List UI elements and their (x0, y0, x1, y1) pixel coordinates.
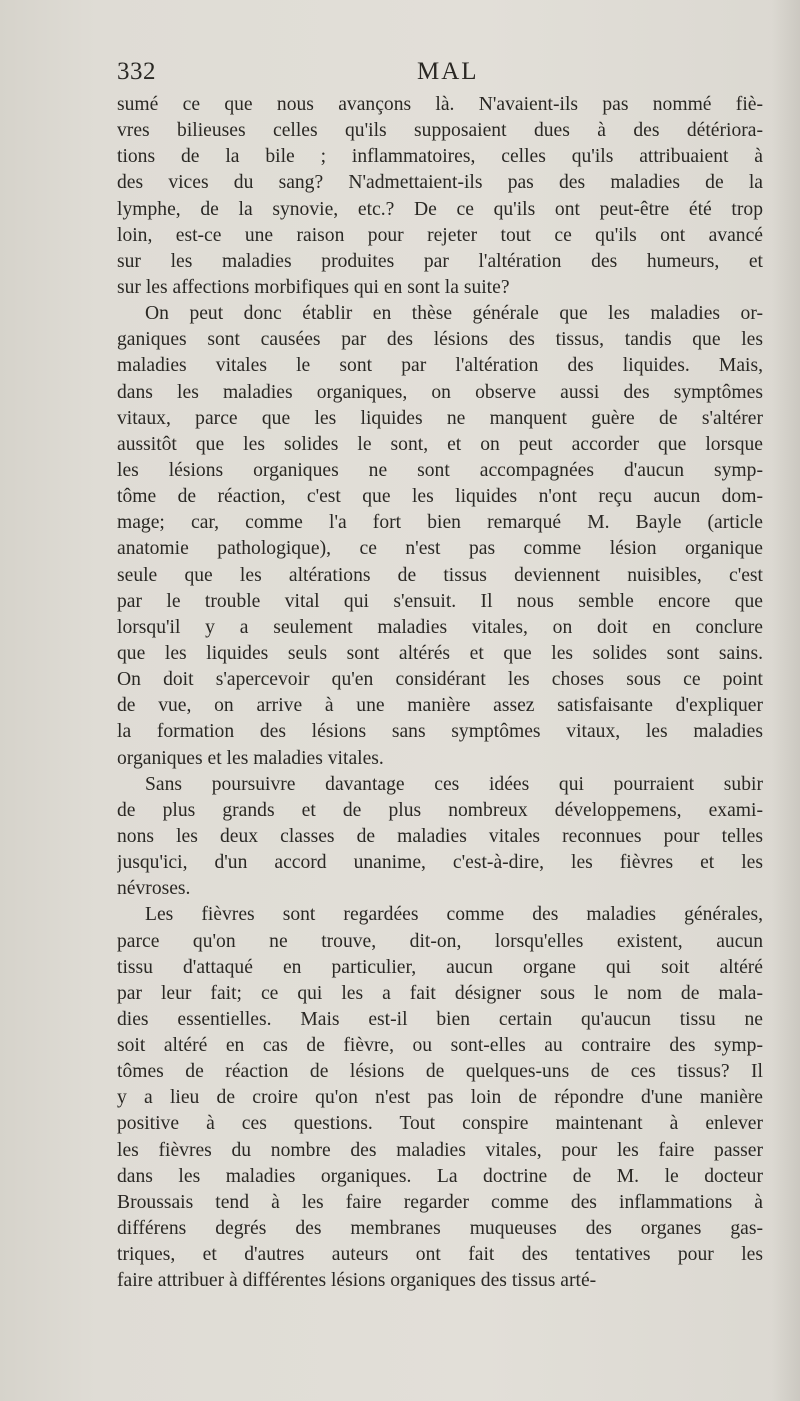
running-head: MAL (417, 58, 479, 85)
text-line: faire attribuer à différentes lésions organiques des tissus arté- (117, 1270, 597, 1292)
text-line: tissu d'attaqué en particulier, aucun organe qui soit altéré (117, 956, 763, 978)
paragraph (117, 772, 763, 903)
page-header (117, 58, 763, 92)
text-line: maladies vitales le sont par l'altération des liquides. Mais, (117, 355, 763, 377)
text-line: par le trouble vital qui s'ensuit. Il nous semble encore que (117, 590, 763, 612)
text-line: lymphe, de la synovie, etc.? De ce qu'ils ont peut-être été trop (117, 198, 763, 220)
text-line: loin, est-ce une raison pour rejeter tout ce qu'ils ont avancé (117, 224, 763, 246)
text-line: y a lieu de croire qu'on n'est pas loin de répondre d'une manière (117, 1087, 763, 1109)
text-line: soit altéré en cas de fièvre, ou sont-elles au contraire des symp- (117, 1035, 763, 1057)
text-line: On peut donc établir en thèse générale que les maladies or- (145, 303, 763, 325)
text-line: Les fièvres sont regardées comme des maladies générales, (145, 904, 763, 926)
text-line: dies essentielles. Mais est-il bien certain qu'aucun tissu ne (117, 1008, 763, 1030)
text-line: sur les affections morbifiques qui en sont la suite? (117, 276, 510, 298)
page-number: 332 (117, 58, 156, 85)
text-line: vitaux, parce que les liquides ne manquent guère de s'altérer (117, 407, 763, 429)
body-text (117, 92, 763, 1294)
text-line: tôme de réaction, c'est que les liquides n'ont reçu aucun dom- (117, 486, 763, 508)
text-line: que les liquides seuls sont altérés et que les solides sont sains. (117, 642, 763, 664)
text-line: sur les maladies produites par l'altération des humeurs, et (117, 250, 763, 272)
text-line: lorsqu'il y a seulement maladies vitales, on doit en conclure (117, 616, 763, 638)
text-line: ganiques sont causées par des lésions des tissus, tandis que les (117, 329, 763, 351)
text-line: les lésions organiques ne sont accompagnées d'aucun symp- (117, 459, 763, 481)
text-line: positive à ces questions. Tout conspire maintenant à enlever (117, 1113, 763, 1135)
text-line: parce qu'on ne trouve, dit-on, lorsqu'elles existent, aucun (117, 930, 763, 952)
text-line: les fièvres du nombre des maladies vitales, pour les faire passer (117, 1139, 763, 1161)
text-line: sumé ce que nous avançons là. N'avaient-ils pas nommé fiè- (117, 94, 763, 115)
text-line: dans les maladies organiques, on observe aussi des symptômes (117, 381, 763, 403)
text-line: mage; car, comme l'a fort bien remarqué M. Bayle (article (117, 512, 763, 534)
text-line: jusqu'ici, d'un accord unanime, c'est-à-dire, les fièvres et les (117, 852, 763, 874)
text-line: organiques et les maladies vitales. (117, 747, 384, 769)
text-line: anatomie pathologique), ce n'est pas comme lésion organique (117, 538, 763, 560)
text-line: vres bilieuses celles qu'ils supposaient dues à des détériora- (117, 120, 763, 142)
text-line: triques, et d'autres auteurs ont fait des tentatives pour les (117, 1244, 763, 1266)
page-edge-shadow (772, 0, 800, 1401)
text-line: On doit s'apercevoir qu'en considérant les choses sous ce point (117, 669, 763, 691)
text-line: tions de la bile ; inflammatoires, celles qu'ils attribuaient à (117, 146, 763, 168)
text-line: névroses. (117, 878, 191, 900)
text-line: tômes de réaction de lésions de quelques-uns de ces tissus? Il (117, 1061, 763, 1083)
text-line: Broussais tend à les faire regarder comme des inflammations à (117, 1191, 763, 1213)
text-line: dans les maladies organiques. La doctrine de M. le docteur (117, 1165, 763, 1187)
text-line: Sans poursuivre davantage ces idées qui pourraient subir (145, 773, 763, 795)
text-line: des vices du sang? N'admettaient-ils pas des maladies de la (117, 172, 763, 194)
text-line: par leur fait; ce qui les a fait désigner sous le nom de mala- (117, 982, 763, 1004)
text-line: nons les deux classes de maladies vitales reconnues pour telles (117, 825, 763, 847)
text-line: de plus grands et de plus nombreux développemens, exami- (117, 799, 763, 821)
paragraph (117, 301, 763, 772)
text-line: seule que les altérations de tissus deviennent nuisibles, c'est (117, 564, 763, 586)
text-line: de vue, on arrive à une manière assez satisfaisante d'expliquer (117, 695, 763, 717)
text-line: la formation des lésions sans symptômes vitaux, les maladies (117, 721, 763, 743)
paragraph (117, 92, 763, 301)
text-line: différens degrés des membranes muqueuses des organes gas- (117, 1218, 763, 1240)
text-line: aussitôt que les solides le sont, et on peut accorder que lorsque (117, 433, 763, 455)
paragraph (117, 902, 763, 1294)
